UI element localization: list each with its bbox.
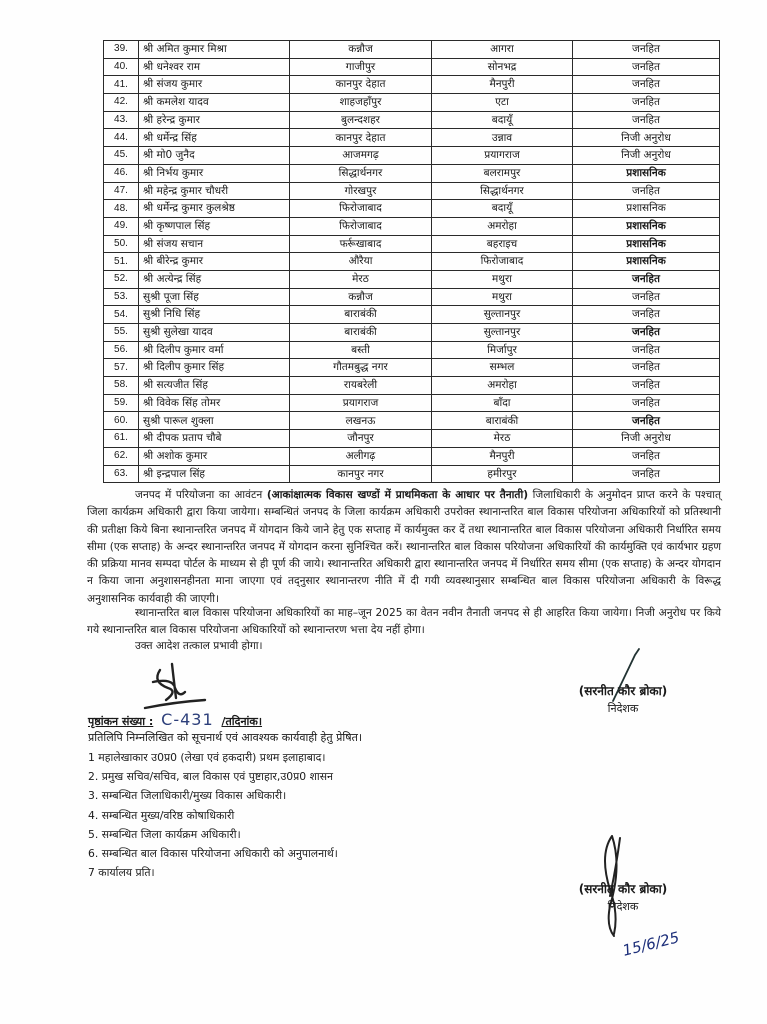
to-district-cell: एटा xyxy=(432,94,573,112)
officer-name-cell: श्री धर्मेन्द्र कुमार कुलश्रेष्ठ xyxy=(139,200,290,218)
reason-cell: प्रशासनिक xyxy=(573,253,720,271)
serial-cell: 58. xyxy=(104,377,139,395)
serial-cell: 47. xyxy=(104,182,139,200)
endorsement-label: पृष्ठांकन संख्या : xyxy=(88,715,154,728)
reason-cell: निजी अनुरोध xyxy=(573,147,720,165)
to-district-cell: मैनपुरी xyxy=(432,76,573,94)
reason-cell: जनहित xyxy=(573,447,720,465)
copy-recipient: 1 महालेखाकार उ0प्र0 (लेखा एवं हकदारी) प्रथम इलाहाबाद। xyxy=(88,751,326,764)
reason-cell: जनहित xyxy=(573,324,720,342)
officer-name-cell: श्री कृष्णपाल सिंह xyxy=(139,217,290,235)
transfer-table xyxy=(103,40,720,483)
reason-cell: जनहित xyxy=(573,182,720,200)
table-row xyxy=(104,164,720,182)
officer-name-cell: श्री बीरेन्द्र कुमार xyxy=(139,253,290,271)
table-row xyxy=(104,359,720,377)
from-district-cell: बुलन्दशहर xyxy=(290,111,432,129)
reason-cell: प्रशासनिक xyxy=(573,200,720,218)
serial-cell: 55. xyxy=(104,324,139,342)
officer-name-cell: श्री धनेश्वर राम xyxy=(139,58,290,76)
from-district-cell: फिरोजाबाद xyxy=(290,200,432,218)
copy-recipient: 6. सम्बन्धित बाल विकास परियोजना अधिकारी को अनुपालनार्थ। xyxy=(88,847,338,861)
signatory-designation: निदेशक xyxy=(607,900,639,913)
from-district-cell: गाजीपुर xyxy=(290,58,432,76)
to-district-cell: सुल्तानपुर xyxy=(432,324,573,342)
to-district-cell: फिरोजाबाद xyxy=(432,253,573,271)
table-row xyxy=(104,217,720,235)
officer-name-cell: श्री महेन्द्र कुमार चौधरी xyxy=(139,182,290,200)
signatory-name: (सरनीत कौर ब्रोका) xyxy=(578,684,668,698)
endorsement-number: C-431 xyxy=(161,710,214,729)
serial-cell: 63. xyxy=(104,465,139,483)
table-row xyxy=(104,341,720,359)
to-district-cell: मेरठ xyxy=(432,430,573,448)
officer-name-cell: सुश्री पारूल शुक्ला xyxy=(139,412,290,430)
from-district-cell: गोरखपुर xyxy=(290,182,432,200)
officer-name-cell: श्री मो0 जुनैद xyxy=(139,147,290,165)
table-row xyxy=(104,253,720,271)
table-row xyxy=(104,111,720,129)
serial-cell: 46. xyxy=(104,164,139,182)
from-district-cell: बाराबंकी xyxy=(290,324,432,342)
allotment-paragraph xyxy=(87,487,721,608)
to-district-cell: मथुरा xyxy=(432,270,573,288)
serial-cell: 59. xyxy=(104,394,139,412)
from-district-cell: कानपुर देहात xyxy=(290,76,432,94)
handwritten-date: 15/6/25 xyxy=(620,928,682,960)
from-district-cell: बाराबंकी xyxy=(290,306,432,324)
reason-cell: निजी अनुरोध xyxy=(573,430,720,448)
table-row xyxy=(104,394,720,412)
copy-intro: प्रतिलिपि निम्नलिखित को सूचनार्थ एवं आवश्यक कार्यवाही हेतु प्रेषित। xyxy=(88,731,363,744)
from-district-cell: आजमगढ़ xyxy=(290,147,432,165)
reason-cell: जनहित xyxy=(573,288,720,306)
reason-cell: जनहित xyxy=(573,359,720,377)
officer-name-cell: सुश्री निधि सिंह xyxy=(139,306,290,324)
table-row xyxy=(104,377,720,395)
from-district-cell: कानपुर नगर xyxy=(290,465,432,483)
serial-cell: 50. xyxy=(104,235,139,253)
table-row xyxy=(104,288,720,306)
officer-name-cell: श्री दिलीप कुमार सिंह xyxy=(139,359,290,377)
from-district-cell: लखनऊ xyxy=(290,412,432,430)
to-district-cell: मैनपुरी xyxy=(432,447,573,465)
officer-name-cell: श्री अत्येन्द्र सिंह xyxy=(139,270,290,288)
officer-name-cell: सुश्री पूजा सिंह xyxy=(139,288,290,306)
from-district-cell: रायबरेली xyxy=(290,377,432,395)
from-district-cell: फर्रूखाबाद xyxy=(290,235,432,253)
from-district-cell: गौतमबुद्ध नगर xyxy=(290,359,432,377)
paragraph-bold-text: (आकांक्षात्मक विकास खण्डों में प्राथमिकता के आधार पर तैनाती) xyxy=(266,489,529,501)
serial-cell: 62. xyxy=(104,447,139,465)
signatory-block-2 xyxy=(548,880,698,916)
table-row xyxy=(104,94,720,112)
endorsement-line xyxy=(88,710,262,729)
copy-recipient: 4. सम्बन्धित मुख्य/वरिष्ठ कोषाधिकारी xyxy=(88,808,235,822)
table-row xyxy=(104,324,720,342)
to-district-cell: बदायूँ xyxy=(432,111,573,129)
officer-name-cell: श्री कमलेश यादव xyxy=(139,94,290,112)
table-row xyxy=(104,76,720,94)
serial-cell: 53. xyxy=(104,288,139,306)
serial-cell: 41. xyxy=(104,76,139,94)
paragraph-text: जनपद में परियोजना का आवंटन xyxy=(135,489,267,501)
from-district-cell: सिद्धार्थनगर xyxy=(290,164,432,182)
to-district-cell: बाराबंकी xyxy=(432,412,573,430)
reason-cell: जनहित xyxy=(573,41,720,59)
officer-name-cell: श्री संजय सचान xyxy=(139,235,290,253)
serial-cell: 40. xyxy=(104,58,139,76)
reason-cell: निजी अनुरोध xyxy=(573,129,720,147)
from-district-cell: शाहजहाँपुर xyxy=(290,94,432,112)
serial-cell: 44. xyxy=(104,129,139,147)
to-district-cell: बाँदा xyxy=(432,394,573,412)
to-district-cell: बदायूँ xyxy=(432,200,573,218)
to-district-cell: हमीरपुर xyxy=(432,465,573,483)
reason-cell: जनहित xyxy=(573,394,720,412)
endorsement-date-label: /तदिनांक। xyxy=(221,715,263,728)
table-row xyxy=(104,430,720,448)
to-district-cell: मथुरा xyxy=(432,288,573,306)
officer-name-cell: सुश्री सुलेखा यादव xyxy=(139,324,290,342)
to-district-cell: मिर्जापुर xyxy=(432,341,573,359)
from-district-cell: बस्ती xyxy=(290,341,432,359)
reason-cell: जनहित xyxy=(573,412,720,430)
serial-cell: 54. xyxy=(104,306,139,324)
serial-cell: 43. xyxy=(104,111,139,129)
officer-name-cell: श्री इन्द्रपाल सिंह xyxy=(139,465,290,483)
reason-cell: जनहित xyxy=(573,341,720,359)
serial-cell: 39. xyxy=(104,41,139,59)
to-district-cell: सिद्धार्थनगर xyxy=(432,182,573,200)
reason-cell: जनहित xyxy=(573,94,720,112)
table-row xyxy=(104,306,720,324)
table-row xyxy=(104,200,720,218)
serial-cell: 61. xyxy=(104,430,139,448)
copy-recipient: 3. सम्बन्धित जिलाधिकारी/मुख्य विकास अधिकारी। xyxy=(88,789,287,803)
table-row xyxy=(104,58,720,76)
to-district-cell: सम्भल xyxy=(432,359,573,377)
from-district-cell: फिरोजाबाद xyxy=(290,217,432,235)
from-district-cell: अलीगढ़ xyxy=(290,447,432,465)
reason-cell: प्रशासनिक xyxy=(573,217,720,235)
serial-cell: 45. xyxy=(104,147,139,165)
signatory-name: (सरनीत कौर ब्रोका) xyxy=(578,882,668,896)
table-row xyxy=(104,182,720,200)
from-district-cell: जौनपुर xyxy=(290,430,432,448)
reason-cell: प्रशासनिक xyxy=(573,164,720,182)
table-row xyxy=(104,465,720,483)
serial-cell: 49. xyxy=(104,217,139,235)
officer-name-cell: श्री दीपक प्रताप चौबे xyxy=(139,430,290,448)
from-district-cell: कानपुर देहात xyxy=(290,129,432,147)
serial-cell: 60. xyxy=(104,412,139,430)
to-district-cell: सोनभद्र xyxy=(432,58,573,76)
table-row xyxy=(104,41,720,59)
officer-name-cell: श्री संजय कुमार xyxy=(139,76,290,94)
officer-name-cell: श्री निर्भय कुमार xyxy=(139,164,290,182)
officer-name-cell: श्री विवेक सिंह तोमर xyxy=(139,394,290,412)
to-district-cell: उन्नाव xyxy=(432,129,573,147)
to-district-cell: अमरोहा xyxy=(432,377,573,395)
officer-name-cell: श्री सत्यजीत सिंह xyxy=(139,377,290,395)
initials-signature xyxy=(135,660,215,715)
salary-paragraph: स्थानान्तरित बाल विकास परियोजना अधिकारियों का माह–जून 2025 का वेतन नवीन तैनाती जनपद से ही आहरित किया जायेगा। निजी अनुरोध पर किये गये स्थानान्तरित बाल विकास परियोजना अधिकारियों को स्थानान्तरण भत्ता देय नहीं होगा। xyxy=(87,607,721,637)
table-row xyxy=(104,270,720,288)
table-row xyxy=(104,147,720,165)
copy-recipient-list xyxy=(88,748,338,882)
from-district-cell: औरैया xyxy=(290,253,432,271)
officer-name-cell: श्री अमित कुमार मिश्रा xyxy=(139,41,290,59)
table-row xyxy=(104,235,720,253)
reason-cell: जनहित xyxy=(573,306,720,324)
to-district-cell: सुल्तानपुर xyxy=(432,306,573,324)
effective-order-line: उक्त आदेश तत्काल प्रभावी होगा। xyxy=(135,640,263,652)
table-row xyxy=(104,447,720,465)
serial-cell: 42. xyxy=(104,94,139,112)
officer-name-cell: श्री अशोक कुमार xyxy=(139,447,290,465)
paragraph-text: जिलाधिकारी के अनुमोदन प्राप्त करने के पश्चात् जिला कार्यक्रम अधिकारी द्वारा किया जायेगा। सम्बन्धितं जनपद के जिला कार्यक्रम अधिकारी उपरोक्त स्थानान्तरित बाल विकास परियोजना अधिकारियों को प्रतिस्थानी की प्रतीक्षा किये बिना स्थानान्तरित जनपद में योगदान किये जाने हेतु एक सप्ताह में कार्यमुक्त कर दें तथा स्थानान्तरित बाल विकास परियोजना अधिकारी निर्धारित समय सीमा (एक सप्ताह) के अन्दर स्थानान्तरित जनपद में योगदान करना सुनिश्चित करें। स्थानान्तरित बाल विकास परियोजना अधिकारियों की कार्यमुक्ति एवं कार्यभार ग्रहण की प्रक्रिया मानव सम्पदा पोर्टल के माध्यम से ही पूर्ण की जाये। स्थानान्तरित अधिकारी द्वारा स्थानान्तरित जनपद में निर्धारित समय सीमा (एक सप्ताह) के अन्दर योगदान न किया जाना अनुशासनहीनता माना जाएगा एवं तद्नुसार स्थानान्तरण नीति में दी गयी व्यवस्थानुसार सम्बन्धित बाल विकास परियोजना अधिकारी के विरूद्ध अनुशासनिक कार्यवाही की जाएगी। xyxy=(87,489,721,605)
to-district-cell: बहराइच xyxy=(432,235,573,253)
from-district-cell: प्रयागराज xyxy=(290,394,432,412)
from-district-cell: मेरठ xyxy=(290,270,432,288)
from-district-cell: कन्नौज xyxy=(290,41,432,59)
reason-cell: जनहित xyxy=(573,270,720,288)
reason-cell: जनहित xyxy=(573,111,720,129)
officer-name-cell: श्री हरेन्द्र कुमार xyxy=(139,111,290,129)
reason-cell: प्रशासनिक xyxy=(573,235,720,253)
from-district-cell: कन्नौज xyxy=(290,288,432,306)
reason-cell: जनहित xyxy=(573,377,720,395)
reason-cell: जनहित xyxy=(573,76,720,94)
to-district-cell: आगरा xyxy=(432,41,573,59)
to-district-cell: प्रयागराज xyxy=(432,147,573,165)
serial-cell: 48. xyxy=(104,200,139,218)
copy-recipient: 2. प्रमुख सचिव/सचिव, बाल विकास एवं पुष्टाहार,उ0प्र0 शासन xyxy=(88,770,334,784)
serial-cell: 51. xyxy=(104,253,139,271)
signatory-designation: निदेशक xyxy=(607,702,639,715)
officer-name-cell: श्री धर्मेन्द्र सिंह xyxy=(139,129,290,147)
reason-cell: जनहित xyxy=(573,465,720,483)
serial-cell: 57. xyxy=(104,359,139,377)
table-row xyxy=(104,412,720,430)
signatory-block xyxy=(548,682,698,718)
to-district-cell: बलरामपुर xyxy=(432,164,573,182)
table-row xyxy=(104,129,720,147)
copy-recipient: 7 कार्यालय प्रति। xyxy=(88,866,155,880)
copy-recipient: 5. सम्बन्धित जिला कार्यक्रम अधिकारी। xyxy=(88,827,241,841)
serial-cell: 56. xyxy=(104,341,139,359)
to-district-cell: अमरोहा xyxy=(432,217,573,235)
reason-cell: जनहित xyxy=(573,58,720,76)
serial-cell: 52. xyxy=(104,270,139,288)
officer-name-cell: श्री दिलीप कुमार वर्मा xyxy=(139,341,290,359)
